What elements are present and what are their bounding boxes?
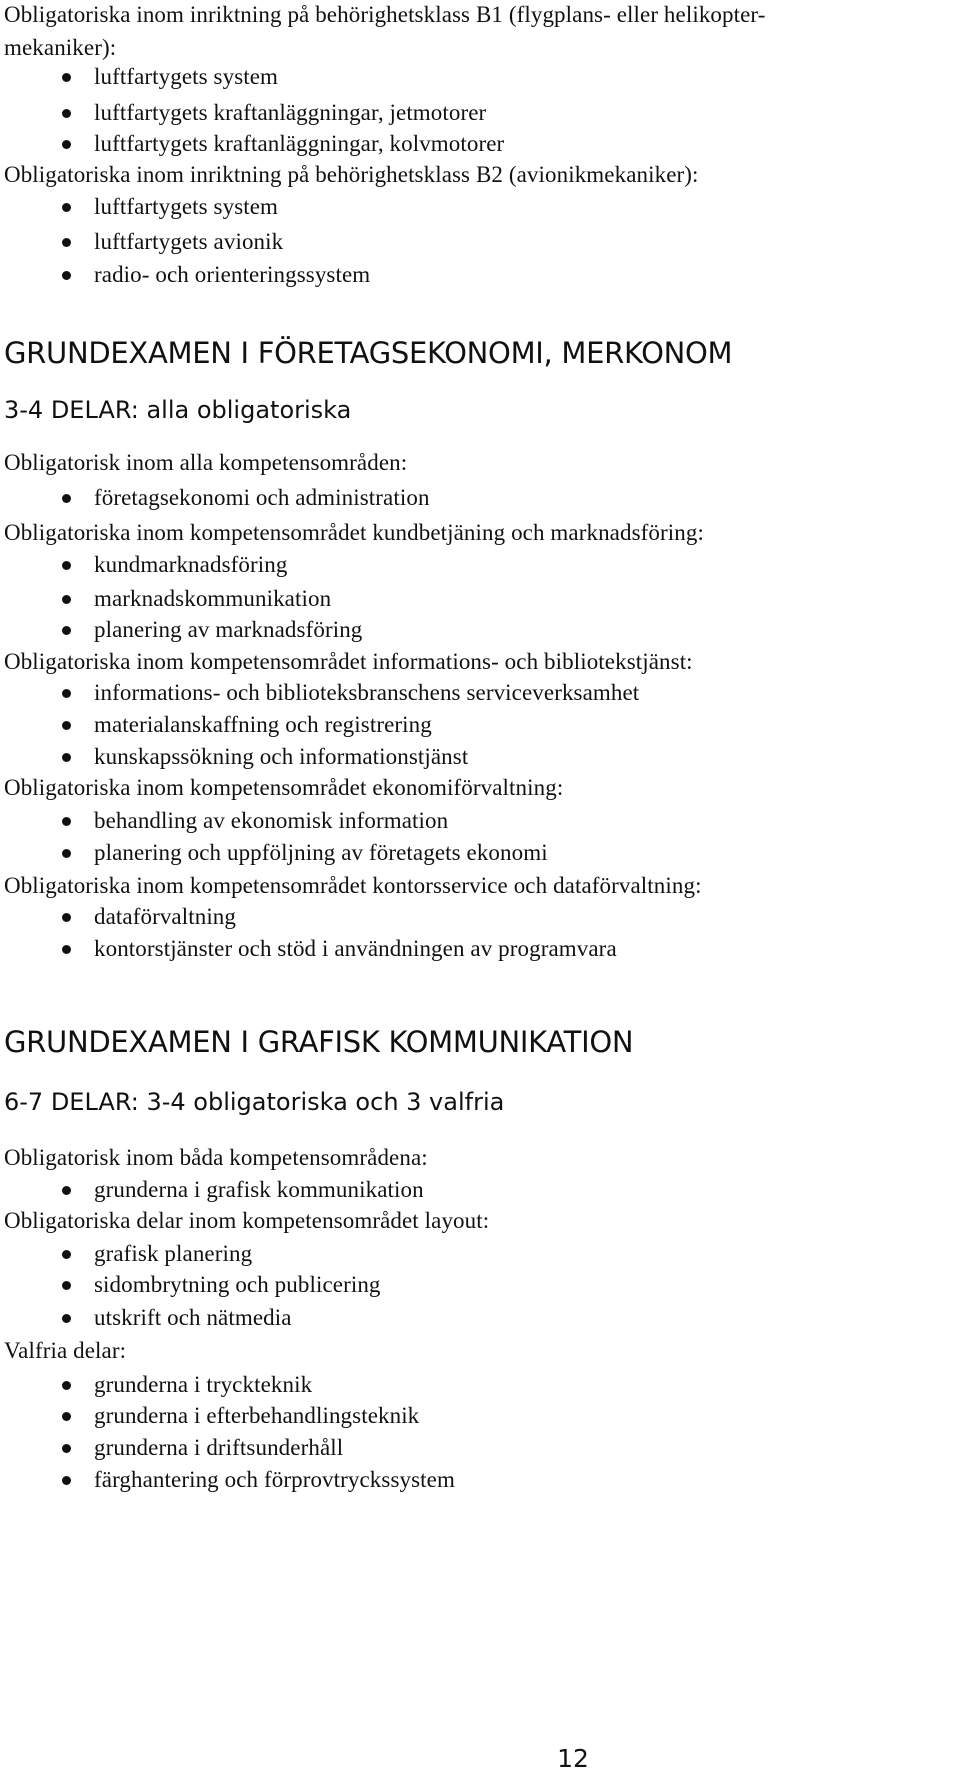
requirement-intro: Valfria delar: (4, 1338, 127, 1363)
section-subheading: 6-7 DELAR: 3-4 obligatoriska och 3 valfria (4, 1088, 505, 1116)
bullet-icon (62, 689, 71, 698)
bullet-text: luftfartygets kraftanläggningar, kolvmotorer (94, 131, 505, 156)
bullet-text: luftfartygets avionik (94, 229, 284, 254)
bullet-icon (62, 1281, 71, 1290)
requirement-intro: Obligatoriska delar inom kompetensområdet layout: (4, 1208, 490, 1233)
requirement-intro: Obligatoriska inom kompetensområdet kontorsservice och dataförvaltning: (4, 873, 702, 898)
bullet-icon (62, 203, 71, 212)
bullet-text: radio- och orienteringssystem (94, 262, 371, 287)
bullet-text: grunderna i efterbehandlingsteknik (94, 1403, 420, 1428)
bullet-text: sidombrytning och publicering (94, 1272, 381, 1297)
page-number: 12 (557, 1744, 589, 1773)
requirement-intro: Obligatoriska inom kompetensområdet ekonomiförvaltning: (4, 775, 564, 800)
bullet-icon (62, 1412, 71, 1421)
bullet-icon (62, 494, 71, 503)
requirement-intro: Obligatoriska inom inriktning på behörighetsklass B1 (flygplans- eller helikopter- (4, 2, 766, 27)
bullet-text: grunderna i tryckteknik (94, 1372, 313, 1397)
bullet-text: luftfartygets system (94, 194, 279, 219)
bullet-text: kunskapssökning och informationstjänst (94, 744, 469, 769)
requirement-intro: Obligatorisk inom alla kompetensområden: (4, 450, 408, 475)
requirement-intro: mekaniker): (4, 35, 117, 60)
bullet-text: kontorstjänster och stöd i användningen av programvara (94, 936, 617, 961)
bullet-text: dataförvaltning (94, 904, 237, 929)
bullet-text: grunderna i driftsunderhåll (94, 1435, 344, 1460)
bullet-text: behandling av ekonomisk information (94, 808, 449, 833)
bullet-icon (62, 1444, 71, 1453)
section-heading: GRUNDEXAMEN I GRAFISK KOMMUNIKATION (4, 1025, 634, 1059)
requirement-intro: Obligatoriska inom inriktning på behörighetsklass B2 (avionikmekaniker): (4, 162, 699, 187)
bullet-icon (62, 271, 71, 280)
bullet-icon (62, 595, 71, 604)
section-heading: GRUNDEXAMEN I FÖRETAGSEKONOMI, MERKONOM (4, 336, 733, 370)
bullet-icon (62, 721, 71, 730)
bullet-icon (62, 753, 71, 762)
bullet-icon (62, 561, 71, 570)
bullet-icon (62, 109, 71, 118)
bullet-text: informations- och biblioteksbranschens serviceverksamhet (94, 680, 640, 705)
bullet-icon (62, 849, 71, 858)
bullet-text: kundmarknadsföring (94, 552, 288, 577)
bullet-text: planering av marknadsföring (94, 617, 363, 642)
bullet-icon (62, 238, 71, 247)
requirement-intro: Obligatoriska inom kompetensområdet kundbetjäning och marknadsföring: (4, 520, 704, 545)
bullet-icon (62, 140, 71, 149)
bullet-text: färghantering och förprovtryckssystem (94, 1467, 455, 1492)
bullet-icon (62, 1314, 71, 1323)
bullet-icon (62, 1186, 71, 1195)
bullet-icon (62, 626, 71, 635)
requirement-intro: Obligatoriska inom kompetensområdet informations- och bibliotekstjänst: (4, 649, 693, 674)
bullet-text: grafisk planering (94, 1241, 253, 1266)
bullet-text: materialanskaffning och registrering (94, 712, 432, 737)
section-subheading: 3-4 DELAR: alla obligatoriska (4, 396, 352, 424)
bullet-icon (62, 1250, 71, 1259)
bullet-text: marknadskommunikation (94, 586, 332, 611)
bullet-text: grunderna i grafisk kommunikation (94, 1177, 424, 1202)
bullet-icon (62, 1476, 71, 1485)
bullet-text: företagsekonomi och administration (94, 485, 430, 510)
bullet-text: luftfartygets system (94, 64, 279, 89)
bullet-text: utskrift och nätmedia (94, 1305, 292, 1330)
bullet-text: luftfartygets kraftanläggningar, jetmotorer (94, 100, 487, 125)
requirement-intro: Obligatorisk inom båda kompetensområdena: (4, 1145, 428, 1170)
bullet-text: planering och uppföljning av företagets ekonomi (94, 840, 548, 865)
bullet-icon (62, 817, 71, 826)
bullet-icon (62, 73, 71, 82)
bullet-icon (62, 913, 71, 922)
bullet-icon (62, 945, 71, 954)
bullet-icon (62, 1381, 71, 1390)
